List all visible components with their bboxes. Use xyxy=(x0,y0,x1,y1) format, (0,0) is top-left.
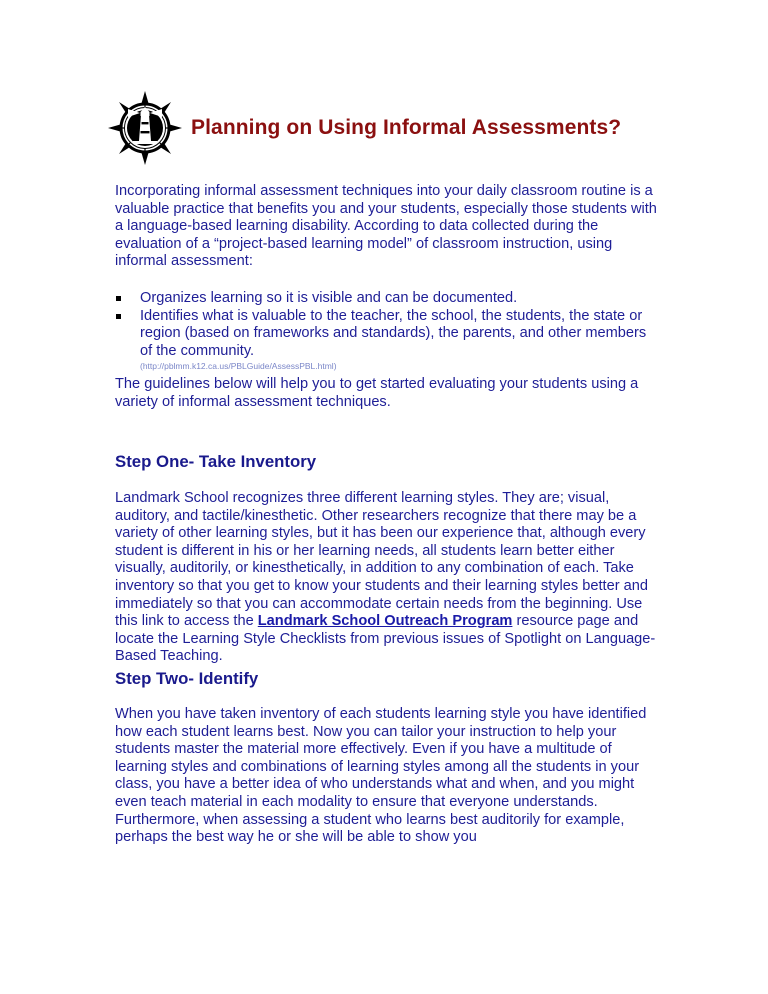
step-one-text-end: resource page and locate the Learning Style Checklists from previous issues of Spotlight on Language-Based Teaching. xyxy=(115,613,656,665)
step-one-paragraph xyxy=(115,490,660,666)
guidelines-paragraph: The guidelines below will help you to get started evaluating your students using a variety of informal assessment techniques. xyxy=(115,376,639,410)
bullet-text: Identifies what is valuable to the teacher, the school, the students, the state or region (based on frameworks and standards), the parents, and other members of the community. xyxy=(140,307,647,359)
page-title: Planning on Using Informal Assessments? xyxy=(191,116,622,139)
bullet-item xyxy=(115,290,660,308)
step-two-heading: Step Two- Identify xyxy=(115,669,259,688)
bullet-item xyxy=(115,308,660,373)
citation-url: (http://pblmm.k12.ca.us/PBLGuide/AssessPBL.html) xyxy=(140,361,337,372)
square-bullet-icon xyxy=(116,314,121,319)
intro-paragraph: Incorporating informal assessment techniques into your daily classroom routine is a valuable practice that benefits you and your students, especially those students with a language-based learning disability. According to data collected during the evaluation of a “project-based learning model” of classroom instruction, using informal assessment: xyxy=(115,183,657,270)
step-two-paragraph: When you have taken inventory of each students learning style you have identified how each student learns best. Now you can tailor your instruction to help your students master the material more effectively. Even if you have a multitude of learning styles and combinations of learning styles among all the students in your class, you have a better idea of who understands what and when, and you might even teach material in each modality to ensure that everyone understands. Furthermore, when assessing a student who learns best auditorily for example, perhaps the best way he or she will be able to show you xyxy=(115,706,647,846)
bullet-list xyxy=(115,290,660,372)
bullet-text: Organizes learning so it is visible and can be documented. xyxy=(140,290,518,306)
outreach-program-link[interactable]: Landmark School Outreach Program xyxy=(257,613,513,630)
step-one-text-start: Landmark School recognizes three different learning styles. They are; visual, auditory, and tactile/kinesthetic. Other researchers recognize that there may be a variety of other learning styles, but it has been our experience that, although every student is different in his or her learning needs, all students learn better either visually, auditorily, or kinesthetically, in addition to any combination of each. Take inventory so that you get to know your students and their learning styles better and immediately so that you can accommodate certain needs from the beginning. Use this link to access the xyxy=(115,490,648,630)
square-bullet-icon xyxy=(116,296,121,301)
compass-lighthouse-logo-icon xyxy=(108,91,182,165)
step-one-heading: Step One- Take Inventory xyxy=(115,452,317,471)
